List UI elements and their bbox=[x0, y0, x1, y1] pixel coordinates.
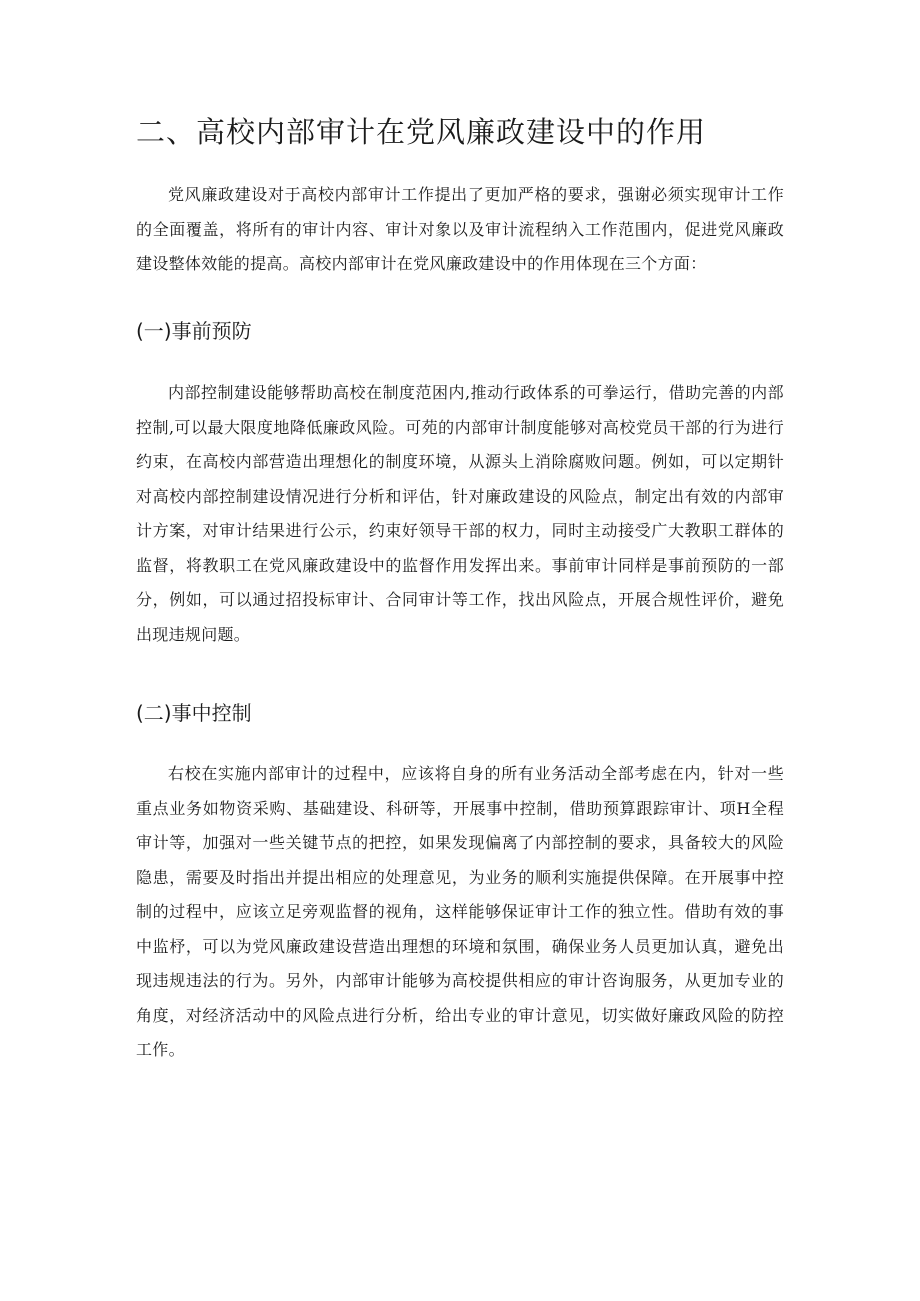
section-title: 二、高校内部审计在党风廉政建设中的作用 bbox=[136, 115, 707, 149]
subsection-heading-prevention: (一)事前预防 bbox=[136, 319, 252, 343]
prevention-paragraph: 内部控制建设能够帮助高校在制度范困内,推动行政体系的可拳运行，借助完善的内部控制,可以最大限度地降低廉政风险。可苑的内部审计制度能够对高校党员干部的行为进行约束，在高校内部营造出理想化的制度环境，从源头上消除腐败问题。例如，可以定期针对高校内部控制建设情况进行分析和评估，针对廉政建设的风险点，制定出有效的内部审计方案，对审计结果进行公示，约束好领导干部的权力，同时主动接受广大教职工群体的监督，将教职工在党风廉政建设中的监督作用发挥出来。事前审计同样是事前预防的一部分，例如，可以通过招投标审计、合同审计等工作，找出风险点，开展合规性评价，避免出现违规问题。 bbox=[136, 383, 784, 644]
intro-paragraph: 党风廉政建设对于高校内部审计工作提出了更加严格的要求，强谢必须实现审计工作的全面覆盖，将所有的审计内容、审计对象以及审计流程纳入工作范围内，促进党风廉政建设整体效能的提高。高校内部审计在党风廉政建设中的作用体现在三个方面： bbox=[136, 185, 784, 273]
subsection-heading-control: (二)事中控制 bbox=[136, 701, 252, 725]
control-paragraph: 右校在实施内部审计的过程中，应该将自身的所有业务活动全部考虑在内，针对一些重点业务如物资采购、基础建设、科研等，开展事中控制，借助预算跟踪审计、项H全程审计等，加强对一些关键节点的把控，如果发现偏离了内部控制的要求，具备较大的风险隐患，需要及时指出并提出相应的处理意见，为业务的顺利实施提供保障。在开展事中控制的过程中，应该立足旁观监督的视角，这样能够保证审计工作的独立性。借助有效的事中监杼，可以为党风廉政建设营造出理想的环境和氛围，确保业务人员更加认真，避免出现违规违法的行为。另外，内部审计能够为高校提供相应的审计咨询服务，从更加专业的角度，对经济活动中的风险点进行分析，给出专业的审计意见，切实做好廉政风险的防控工作。 bbox=[136, 764, 784, 1059]
